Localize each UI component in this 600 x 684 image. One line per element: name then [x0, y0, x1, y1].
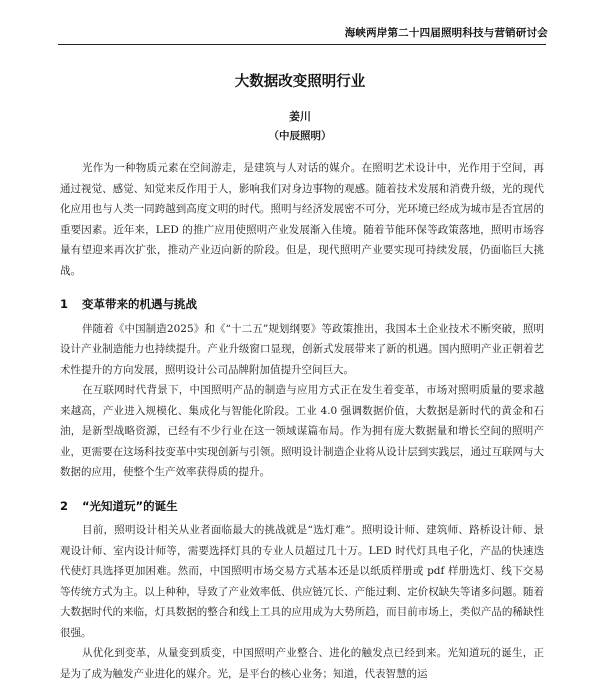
section2-paragraph-1: 目前，照明设计相关从业者面临最大的挑战就是“选灯难”。照明设计师、建筑师、路桥设计师、景观设计师、室内设计师等，需要选择灯具的专业人员超过几十万。LED 时代灯具电子化，产品的快速迭代使灯具选择更加困难。然而，中国照明市场交易方式基本还是以纸质样册或 pdf 样册选灯、线下交易等传统方式为主。以上种种，导致了产业效率低、供应链冗长、产能过剩、定价权缺失等诸多问题。随着大数据时代的来临，灯具数据的整合和线上工具的应用成为大势所趋，而目前市场上，类似产品的稀缺性很强。 [60, 524, 544, 639]
section-title: 变革带来的机遇与挑战 [82, 297, 197, 311]
intro-paragraph: 光作为一种物质元素在空间游走，是建筑与人对话的媒介。在照明艺术设计中，光作用于空间，再通过视觉、感觉、知觉来反作用于人，影响我们对身边事物的观感。随着技术发展和消费升级，光的现代化应用也与人类一同跨越到高度文明的时代。照明与经济发展密不可分，光环境已经成为城市是否宜居的重要因素。近年来，LED 的推广应用使照明产业发展渐入佳境。随着节能环保等政策落地，照明市场容量有望迎来再次扩张，推动产业迈向新的阶段。但是，现代照明产业要实现可持续发展，仍面临巨大挑战。 [60, 162, 544, 277]
section-number: 2 [60, 498, 69, 513]
section1-paragraph-1: 伴随着《中国制造2025》和《“十二五”规划纲要》等政策推出，我国本土企业技术不断突破，照明设计产业制造能力也持续提升。产业升级窗口显现，创新式发展带来了新的机遇。国内照明产业正朝着艺术性提升的方向发展，照明设计公司品牌附加值提升空间巨大。 [60, 322, 544, 376]
author-affiliation: （中辰照明） [268, 130, 332, 142]
header-rule [58, 44, 546, 45]
author-name: 姜川 [289, 110, 311, 123]
paper-body [60, 158, 544, 684]
conference-header: 海峡两岸第二十四届照明科技与营销研讨会 [344, 27, 548, 39]
paper-title: 大数据改变照明行业 [234, 73, 366, 90]
section-number: 1 [60, 297, 69, 311]
section-heading-2 [60, 496, 544, 517]
section1-paragraph-2: 在互联网时代背景下，中国照明产品的制造与应用方式正在发生着变革，市场对照明质量的要求越来越高，产业进入规模化、集成化与智能化阶段。工业 4.0 强调数据价值，大数据是新时代的黄金和石油，是新型战略资源，已经有不少行业在这一领域谋篇布局。作为拥有庞大数据量和增长空间的照明产业，更需要在这场科技变革中实现创新与引领。照明设计制造企业将从设计层到实践层，通过互联网与大数据的应用，使整个生产效率获得质的提升。 [60, 384, 544, 478]
section2-paragraph-2: 从优化到变革，从量变到质变，中国照明产业整合、进化的触发点已经到来。光知道玩的诞生，正是为了成为触发产业进化的媒介。光，是平台的核心业务；知道，代表智慧的运 [60, 647, 544, 680]
section-heading-1 [60, 294, 544, 315]
section-title: “光知道玩”的诞生 [82, 498, 178, 513]
